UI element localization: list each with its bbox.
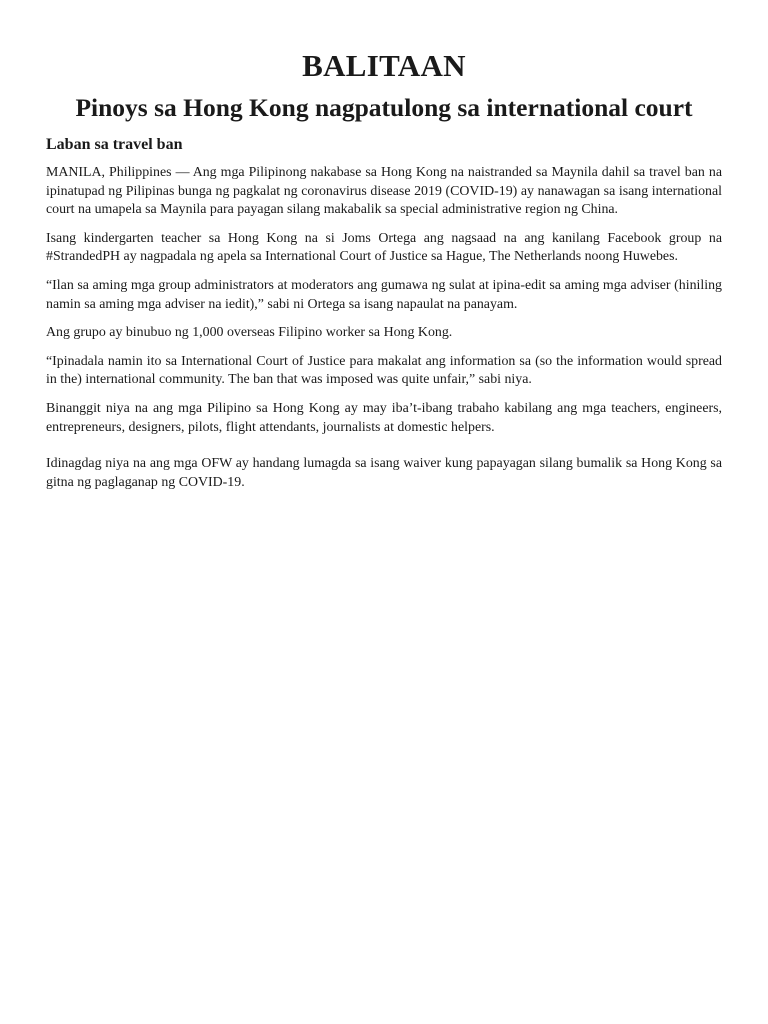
article-paragraph: Isang kindergarten teacher sa Hong Kong na si Joms Ortega ang nagsaad na ang kanilang Facebook group na #StrandedPH ay nagpadala ng apela sa International Court of Justice sa Hague, The Netherlands noong Huwebes. [46,230,722,265]
article-paragraph: MANILA, Philippines — Ang mga Pilipinong nakabase sa Hong Kong na naistranded sa Maynila dahil sa travel ban na ipinatupad ng Pilipinas bunga ng pagkalat ng coronavirus disease 2019 (COVID-19) ay nanawagan sa isang international court na umapela sa Maynila para payagan silang makabalik sa special administrative region ng China. [46,165,722,218]
article-paragraph: Idinagdag niya na ang mga OFW ay handang lumagda sa isang waiver kung papayagan silang bumalik sa Hong Kong sa gitna ng paglaganap ng COVID-19. [46,456,722,490]
article-headline: Pinoys sa Hong Kong nagpatulong sa international court [75,93,693,122]
article-paragraph: Ang grupo ay binubuo ng 1,000 overseas Filipino worker sa Hong Kong. [46,325,453,341]
article-paragraph: “Ilan sa aming mga group administrators at moderators ang gumawa ng sulat at ipina-edit sa aming mga adviser (hiniling namin sa aming mga adviser na iedit),” sabi ni Ortega sa isang napaulat na panayam. [46,277,722,312]
article-paragraph: “Ipinadala namin ito sa International Court of Justice para makalat ang information sa (so the information would spread in the) international community. The ban that was imposed was quite unfair,” sabi niya. [46,353,722,388]
article-paragraph: Binanggit niya na ang mga Pilipino sa Hong Kong ay may iba’t-ibang trabaho kabilang ang mga teachers, engineers, entrepreneurs, designers, pilots, flight attendants, journalists at domestic helpers. [46,400,722,435]
section-title: BALITAAN [302,48,466,83]
article-subhead: Laban sa travel ban [46,136,183,153]
article-body [46,164,722,492]
